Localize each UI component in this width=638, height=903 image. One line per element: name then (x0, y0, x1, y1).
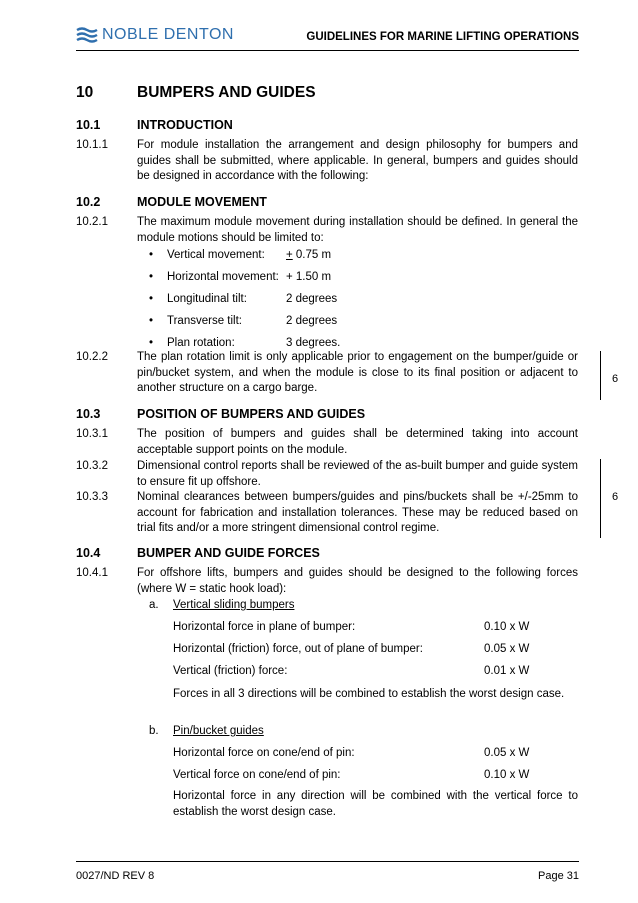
force-value: 0.01 x W (484, 665, 530, 677)
bullet-value: 3 degrees. (286, 337, 341, 349)
bullet-label: Horizontal movement: (167, 271, 279, 283)
force-value: 0.05 x W (484, 643, 530, 655)
logo-text: NOBLE DENTON (102, 26, 234, 43)
page-number: Page 31 (538, 870, 579, 882)
bullet-label: Vertical movement: (167, 249, 265, 261)
bullet-value: + 1.50 m (286, 271, 332, 283)
section-title: INTRODUCTION (137, 118, 233, 132)
section-number: 10.1 (76, 118, 101, 132)
paragraph-text: Dimensional control reports shall be reviewed of the as-built bumper and guide system to ensure fit up offshore. (137, 460, 578, 488)
document-reference: 0027/ND REV 8 (76, 870, 155, 882)
paragraph-number: 10.1.1 (76, 139, 108, 151)
noble-denton-logo-icon (76, 27, 98, 43)
revision-number: 6 (612, 491, 619, 503)
bullet-label: Transverse tilt: (167, 315, 242, 327)
bullet-value (286, 249, 331, 261)
paragraph-number: 10.4.1 (76, 567, 108, 579)
paragraph-number: 10.2.2 (76, 351, 108, 363)
force-value: 0.10 x W (484, 621, 530, 633)
paragraph-text: Nominal clearances between bumpers/guides and pins/buckets shall be +/-25mm to account for fabrication and installation tolerances. These may be reduced based on trial fits and/or a more stringent dimensional control regime. (137, 491, 578, 534)
section-title: POSITION OF BUMPERS AND GUIDES (137, 407, 366, 421)
chapter-number: 10 (76, 84, 94, 101)
plus-minus-sign: + (286, 249, 293, 261)
section-number: 10.2 (76, 195, 101, 209)
force-note: Horizontal force in any direction will be combined with the vertical force to establish the worst design case. (173, 790, 578, 818)
force-label: Horizontal force on cone/end of pin: (173, 747, 355, 759)
paragraph-text: The plan rotation limit is only applicable prior to engagement on the bumper/guide or pin/bucket system, and when the module is close to its final position or adjacent to another structure on a cargo barge. (137, 351, 578, 394)
force-label: Horizontal (friction) force, out of plane of bumper: (173, 643, 423, 655)
bullet-label: Plan rotation: (167, 337, 235, 349)
bullet-label: Longitudinal tilt: (167, 293, 247, 305)
paragraph-number: 10.3.3 (76, 491, 108, 503)
subitem-title: Vertical sliding bumpers (173, 599, 295, 611)
force-label: Horizontal force in plane of bumper: (173, 621, 356, 633)
chapter-title: BUMPERS AND GUIDES (137, 84, 316, 101)
subitem-title: Pin/bucket guides (173, 725, 264, 737)
force-value: 0.05 x W (484, 747, 530, 759)
subitem-letter: a. (149, 599, 159, 611)
paragraph-text: The maximum module movement during installation should be defined. In general the module motions should be limited to: (137, 216, 578, 244)
paragraph-text: For module installation the arrangement and design philosophy for bumpers and guides shall be submitted, where applicable. In general, bumpers and guides should be designed in accordance with the following: (137, 139, 578, 182)
force-value: 0.10 x W (484, 769, 530, 781)
paragraph-number: 10.3.2 (76, 460, 108, 472)
bullet-marker: • (149, 315, 154, 327)
paragraph-text: The position of bumpers and guides shall be determined taking into account acceptable support points on the module. (137, 428, 578, 456)
section-title: MODULE MOVEMENT (137, 195, 267, 209)
header-title: GUIDELINES FOR MARINE LIFTING OPERATIONS (306, 31, 579, 43)
bullet-value: 2 degrees (286, 315, 338, 327)
bullet-marker: • (149, 293, 154, 305)
paragraph-number: 10.3.1 (76, 428, 108, 440)
bullet-marker: • (149, 249, 154, 261)
paragraph-number: 10.2.1 (76, 216, 108, 228)
page-header (76, 22, 579, 51)
bullet-value-text: 0.75 m (292, 249, 332, 261)
bullet-marker: • (149, 271, 154, 283)
revision-bar (600, 351, 601, 400)
bullet-marker: • (149, 337, 154, 349)
revision-number: 6 (612, 373, 619, 385)
logo (76, 24, 234, 46)
paragraph-text: For offshore lifts, bumpers and guides should be designed to the following forces (where W = static hook load): (137, 567, 578, 595)
bullet-value: 2 degrees (286, 293, 338, 305)
section-title: BUMPER AND GUIDE FORCES (137, 546, 320, 560)
page-footer (76, 861, 579, 882)
subitem-letter: b. (149, 725, 159, 737)
revision-bar (600, 459, 601, 538)
force-note: Forces in all 3 directions will be combined to establish the worst design case. (173, 688, 565, 700)
force-label: Vertical (friction) force: (173, 665, 288, 677)
force-label: Vertical force on cone/end of pin: (173, 769, 341, 781)
section-number: 10.3 (76, 407, 101, 421)
section-number: 10.4 (76, 546, 101, 560)
